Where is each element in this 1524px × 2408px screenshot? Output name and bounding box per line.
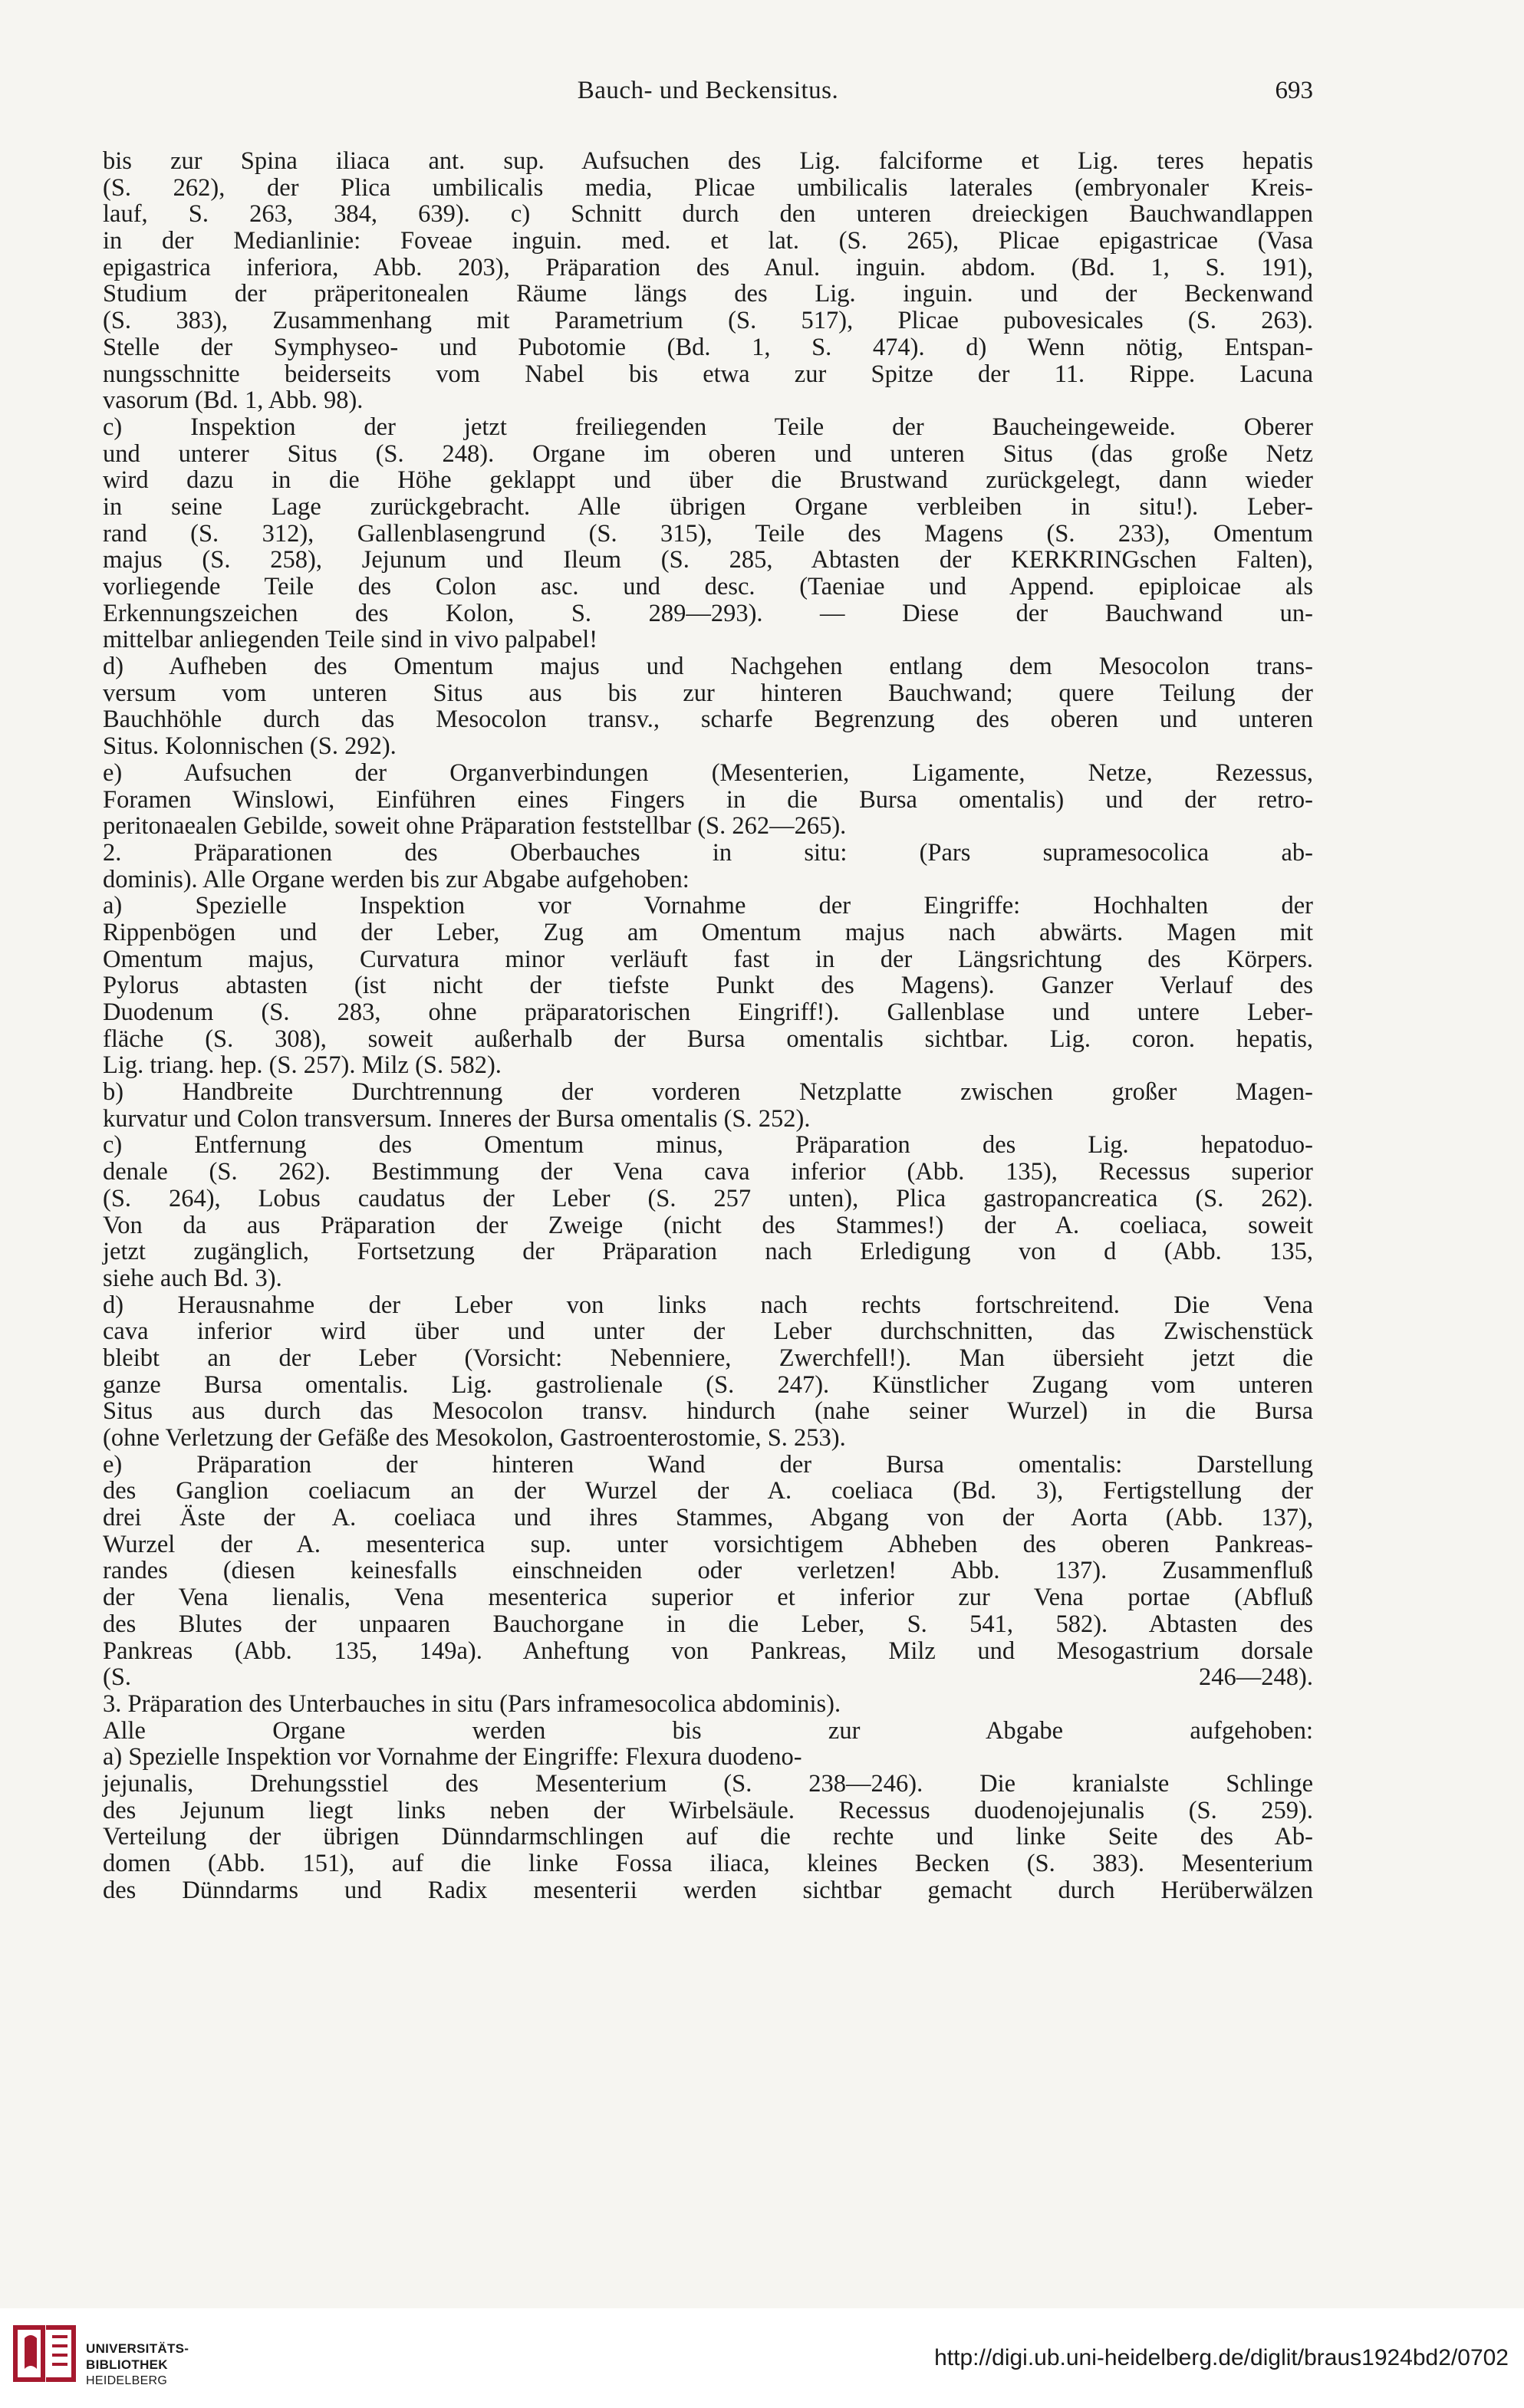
text-line: Rippenbögen und der Leber, Zug am Omentum majus nach abwärts. Magen mit [103, 918, 1313, 946]
text-line: Studium der präperitonealen Räume längs des Lig. inguin. und der Beckenwand [103, 280, 1313, 308]
text-line: 3. Präparation des Unterbauches in situ (Pars inframesocolica abdominis). [103, 1689, 841, 1718]
text-line: bleibt an der Leber (Vorsicht: Nebenniere, Zwerchfell!). Man übersieht jetzt die [103, 1344, 1313, 1372]
text-line: e) Aufsuchen der Organverbindungen (Mesenterien, Ligamente, Netze, Rezessus, [103, 758, 1313, 787]
text-line: vasorum (Bd. 1, Abb. 98). [103, 387, 364, 415]
text-line: und unterer Situs (S. 248). Organe im oberen und unteren Situs (das große Netz [103, 439, 1313, 468]
text-line: cava inferior wird über und unter der Leber durchschnitten, das Zwischenstück [103, 1317, 1313, 1346]
text-line: Erkennungszeichen des Kolon, S. 289—293). — Diese der Bauchwand un- [103, 599, 1313, 627]
text-line: rand (S. 312), Gallenblasengrund (S. 315), Teile des Magens (S. 233), Omentum [103, 519, 1313, 548]
logo-line-3: HEIDELBERG [86, 2374, 168, 2387]
text-line: (S. 383), Zusammenhang mit Parametrium (S. 517), Plicae pubovesicales (S. 263). [103, 307, 1313, 335]
text-line: Alle Organe werden bis zur Abgabe aufgehoben: [103, 1716, 1313, 1745]
text-line: des Jejunum liegt links neben der Wirbelsäule. Recessus duodenojejunalis (S. 259). [103, 1796, 1313, 1824]
text-line: Pylorus abtasten (ist nicht der tiefste Punkt des Magens). Ganzer Verlauf des [103, 972, 1313, 1000]
text-line: randes (diesen keinesfalls einschneiden oder verletzen! Abb. 137). Zusammenfluß [103, 1557, 1313, 1585]
text-line: des Dünndarms und Radix mesenterii werden sichtbar gemacht durch Herüberwälzen [103, 1876, 1313, 1904]
text-line: Situs. Kolonnischen (S. 292). [103, 732, 397, 761]
text-line: bis zur Spina iliaca ant. sup. Aufsuchen des Lig. falciforme et Lig. teres hepatis [103, 147, 1313, 175]
library-seal-icon [12, 2320, 77, 2387]
text-line: d) Herausnahme der Leber von links nach rechts fortschreitend. Die Vena [103, 1291, 1313, 1319]
text-line: Wurzel der A. mesenterica sup. unter vorsichtigem Abheben des oberen Pankreas- [103, 1530, 1313, 1558]
text-line: c) Entfernung des Omentum minus, Präparation des Lig. hepatoduo- [103, 1131, 1313, 1160]
text-line: mittelbar anliegenden Teile sind in vivo palpabel! [103, 626, 598, 654]
text-line: majus (S. 258), Jejunum und Ileum (S. 285, Abtasten der KERKRINGschen Falten), [103, 546, 1313, 574]
text-line: (S. 264), Lobus caudatus der Leber (S. 257 unten), Plica gastropancreatica (S. 262). [103, 1184, 1313, 1212]
text-line: (S. 246—248). [103, 1663, 1313, 1692]
text-line: epigastrica inferiora, Abb. 203), Präparation des Anul. inguin. abdom. (Bd. 1, S. 191), [103, 253, 1313, 281]
text-line: Situs aus durch das Mesocolon transv. hindurch (nahe seiner Wurzel) in die Bursa [103, 1397, 1313, 1426]
text-line: kurvatur und Colon transversum. Inneres der Bursa omentalis (S. 252). [103, 1104, 811, 1133]
text-line: c) Inspektion der jetzt freiliegenden Teile der Baucheingeweide. Oberer [103, 413, 1313, 441]
text-line: Foramen Winslowi, Einführen eines Fingers in die Bursa omentalis) und der retro- [103, 785, 1313, 814]
page-number: 693 [1275, 77, 1313, 104]
running-title: Bauch- und Beckensitus. [577, 77, 839, 104]
text-line: Lig. triang. hep. (S. 257). Milz (S. 582). [103, 1051, 502, 1080]
text-line: in der Medianlinie: Foveae inguin. med. et lat. (S. 265), Plicae epigastricae (Vasa [103, 227, 1313, 255]
text-line: denale (S. 262). Bestimmung der Vena cava inferior (Abb. 135), Recessus superior [103, 1158, 1313, 1186]
text-line: des Blutes der unpaaren Bauchorgane in die Leber, S. 541, 582). Abtasten des [103, 1610, 1313, 1638]
running-header [103, 77, 1313, 115]
text-line: nungsschnitte beiderseits vom Nabel bis etwa zur Spitze der 11. Rippe. Lacuna [103, 360, 1313, 388]
library-logo [12, 2318, 242, 2395]
text-line: b) Handbreite Durchtrennung der vorderen Netzplatte zwischen großer Magen- [103, 1078, 1313, 1107]
text-line: dominis). Alle Organe werden bis zur Abgabe aufgehoben: [103, 865, 690, 893]
text-line: jetzt zugänglich, Fortsetzung der Präparation nach Erledigung von d (Abb. 135, [103, 1238, 1313, 1266]
text-line: domen (Abb. 151), auf die linke Fossa iliaca, kleines Becken (S. 383). Mesenterium [103, 1850, 1313, 1877]
logo-line-2: BIBLIOTHEK [86, 2357, 168, 2372]
text-line: fläche (S. 308), soweit außerhalb der Bursa omentalis sichtbar. Lig. coron. hepatis, [103, 1025, 1313, 1053]
text-line: (ohne Verletzung der Gefäße des Mesokolon, Gastroenterostomie, S. 253). [103, 1424, 846, 1452]
text-line: Von da aus Präparation der Zweige (nicht des Stammes!) der A. coeliaca, soweit [103, 1211, 1313, 1239]
text-line: ganze Bursa omentalis. Lig. gastrolienale (S. 247). Künstlicher Zugang vom unteren [103, 1370, 1313, 1399]
text-line: 2. Präparationen des Oberbauches in situ: (Pars supramesocolica ab- [103, 838, 1313, 867]
logo-line-1: UNIVERSITÄTS- [86, 2341, 189, 2356]
source-url-link[interactable]: http://digi.ub.uni-heidelberg.de/diglit/braus1924bd2/0702 [934, 2345, 1509, 2370]
text-line: Verteilung der übrigen Dünndarmschlingen auf die rechte und linke Seite des Ab- [103, 1823, 1313, 1851]
text-line: der Vena lienalis, Vena mesenterica superior et inferior zur Vena portae (Abfluß [103, 1584, 1313, 1612]
text-line: e) Präparation der hinteren Wand der Bursa omentalis: Darstellung [103, 1450, 1313, 1479]
text-line: Omentum majus, Curvatura minor verläuft fast in der Längsrichtung des Körpers. [103, 945, 1313, 973]
text-line: Bauchhöhle durch das Mesocolon transv., scharfe Begrenzung des oberen und unteren [103, 706, 1313, 734]
text-line: Pankreas (Abb. 135, 149a). Anheftung von Pankreas, Milz und Mesogastrium dorsale [103, 1637, 1313, 1665]
text-line: a) Spezielle Inspektion vor Vornahme der Eingriffe: Flexura duodeno- [103, 1743, 802, 1771]
body-text [103, 148, 1313, 1903]
text-line: versum vom unteren Situs aus bis zur hinteren Bauchwand; quere Teilung der [103, 679, 1313, 707]
text-line: lauf, S. 263, 384, 639). c) Schnitt durch den unteren dreieckigen Bauchwandlappen [103, 200, 1313, 229]
text-line: a) Spezielle Inspektion vor Vornahme der Eingriffe: Hochhalten der [103, 892, 1313, 920]
text-line: d) Aufheben des Omentum majus und Nachgehen entlang dem Mesocolon trans- [103, 653, 1313, 681]
text-line: vorliegende Teile des Colon asc. und desc. (Taeniae und Append. epiploicae als [103, 573, 1313, 600]
text-line: wird dazu in die Höhe geklappt und über die Brustwand zurückgelegt, dann wieder [103, 466, 1313, 495]
text-line: in seine Lage zurückgebracht. Alle übrigen Organe verbleiben in situ!). Leber- [103, 492, 1313, 521]
text-line: Duodenum (S. 283, ohne präparatorischen Eingriff!). Gallenblase und untere Leber- [103, 998, 1313, 1026]
text-line: drei Äste der A. coeliaca und ihres Stammes, Abgang von der Aorta (Abb. 137), [103, 1504, 1313, 1532]
text-line: (S. 262), der Plica umbilicalis media, Plicae umbilicalis laterales (embryonaler Kreis- [103, 173, 1313, 202]
text-line: jejunalis, Drehungsstiel des Mesenterium (S. 238—246). Die kranialste Schlinge [103, 1769, 1313, 1798]
text-line: siehe auch Bd. 3). [103, 1264, 282, 1292]
text-line: peritonaealen Gebilde, soweit ohne Präparation feststellbar (S. 262—265). [103, 812, 847, 840]
text-line: Stelle der Symphyseo- und Pubotomie (Bd. 1, S. 474). d) Wenn nötig, Entspan- [103, 333, 1313, 361]
text-line: des Ganglion coeliacum an der Wurzel der A. coeliaca (Bd. 3), Fertigstellung der [103, 1477, 1313, 1505]
